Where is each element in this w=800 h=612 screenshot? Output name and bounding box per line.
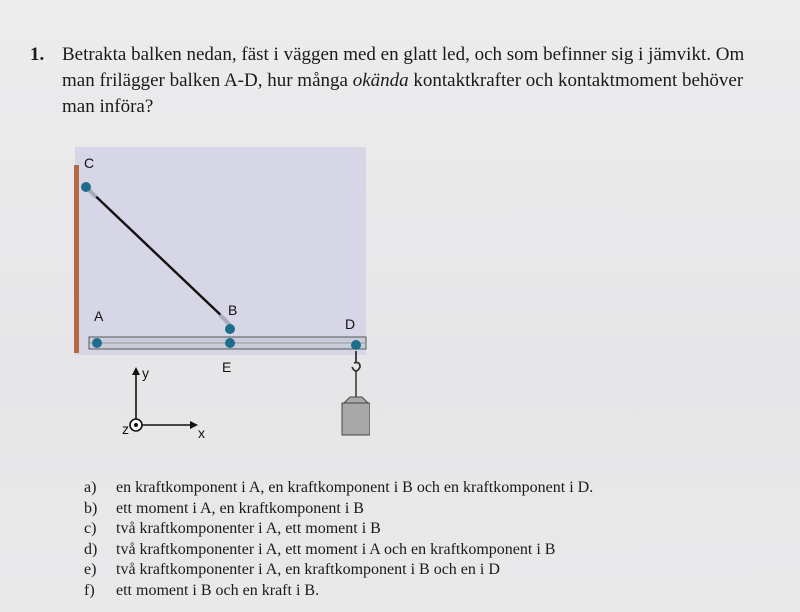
x-axis-arrow [190,421,198,429]
option-text: ett moment i B och en kraft i B. [116,581,320,599]
label-b: B [228,302,238,318]
option-letter: d) [84,540,98,558]
label-y: y [142,365,149,381]
option-text: ett moment i A, en kraftkomponent i B [116,499,364,517]
joint-c [81,182,91,192]
question-emphasis: okända [352,70,409,91]
label-c: C [84,155,95,171]
option-d[interactable] [84,540,784,561]
label-a: A [94,308,104,324]
wall [74,165,79,353]
option-c[interactable] [84,519,784,540]
z-axis-dot [134,423,138,427]
question-line-3: man införa? [62,96,154,117]
option-b[interactable] [84,499,784,520]
joint-b [225,324,235,334]
y-axis-arrow [132,367,140,375]
beam-figure [70,145,370,445]
option-f[interactable] [84,581,784,602]
question-line-2-start: man frilägger balken A-D, hur många [62,70,353,91]
option-letter: a) [84,479,97,496]
option-text: en kraftkomponent i A, en kraftkomponent i B och en kraftkomponent i D. [116,479,594,496]
option-text: två kraftkomponenter i A, en kraftkomponent i B och en i D [116,561,500,578]
option-text: två kraftkomponenter i A, ett moment i B [116,520,381,537]
option-letter: e) [84,561,97,578]
question-line-2-end: kontaktkrafter och kontaktmoment behöver [408,70,744,91]
option-letter: c) [84,520,97,537]
joint-e [225,338,235,348]
option-text: två kraftkomponenter i A, ett moment i A och en kraftkomponent i B [116,540,556,558]
joint-d [351,340,361,350]
option-e[interactable] [84,560,784,581]
weight-top [344,397,368,403]
option-a[interactable] [84,478,784,499]
label-z: z [122,421,129,437]
label-x: x [198,425,205,441]
question-number: 1. [30,44,45,65]
question-line-2 [62,68,787,94]
joint-a [92,338,102,348]
label-d: D [345,316,356,332]
beam-diagram [70,145,370,445]
option-letter: f) [84,581,95,599]
question-line-1: Betrakta balken nedan, fäst i väggen med en glatt led, och som befinner sig i jämvikt. Om [62,44,745,65]
question-text [62,42,787,120]
weight [342,403,370,435]
label-e: E [222,359,232,375]
option-letter: b) [84,499,98,517]
figure-panel [75,147,366,355]
answer-options [84,478,784,601]
